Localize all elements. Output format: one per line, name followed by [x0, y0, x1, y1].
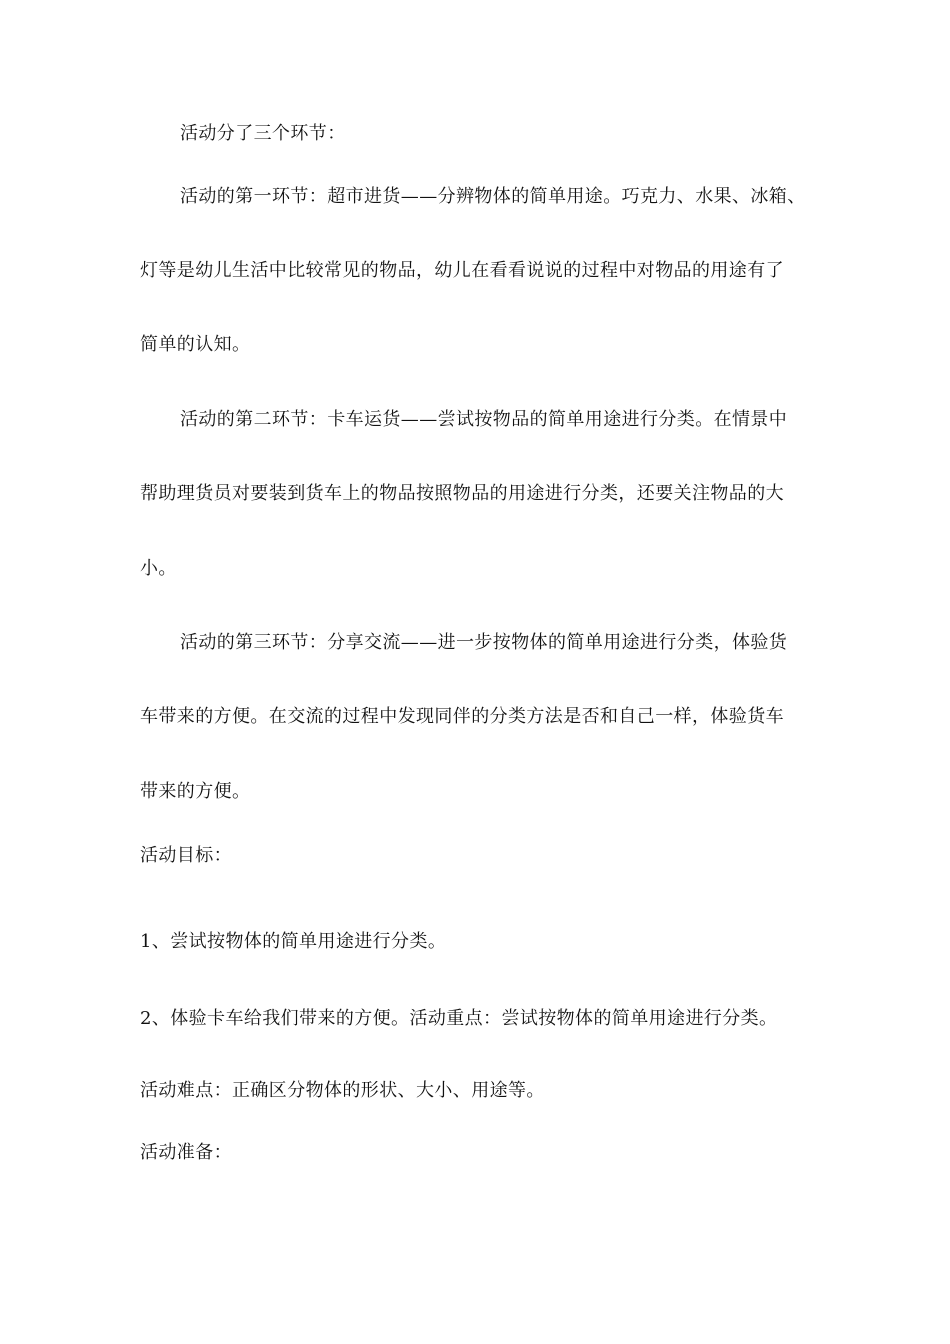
difficulty-line: 活动难点：正确区分物体的形状、大小、用途等。	[140, 1080, 545, 1101]
paragraph-line: 小。	[140, 558, 177, 579]
paragraph-line: 车带来的方便。在交流的过程中发现同伴的分类方法是否和自己一样，体验货车	[140, 706, 784, 727]
goal-item: 2、体验卡车给我们带来的方便。活动重点：尝试按物体的简单用途进行分类。	[140, 1008, 778, 1029]
paragraph-line: 带来的方便。	[140, 781, 251, 802]
paragraph-line: 活动的第一环节：超市进货——分辨物体的简单用途。巧克力、水果、冰箱、	[180, 186, 806, 207]
section-intro-line: 活动分了三个环节：	[180, 123, 346, 144]
paragraph-line: 灯等是幼儿生活中比较常见的物品，幼儿在看看说说的过程中对物品的用途有了	[140, 260, 784, 281]
section-heading-goals: 活动目标：	[140, 845, 232, 866]
paragraph-line: 简单的认知。	[140, 334, 251, 355]
section-heading-preparation: 活动准备：	[140, 1142, 232, 1163]
goal-item: 1、尝试按物体的简单用途进行分类。	[140, 931, 447, 952]
paragraph-line: 帮助理货员对要装到货车上的物品按照物品的用途进行分类，还要关注物品的大	[140, 483, 784, 504]
paragraph-line: 活动的第三环节：分享交流——进一步按物体的简单用途进行分类，体验货	[180, 632, 788, 653]
paragraph-line: 活动的第二环节：卡车运货——尝试按物品的简单用途进行分类。在情景中	[180, 409, 788, 430]
